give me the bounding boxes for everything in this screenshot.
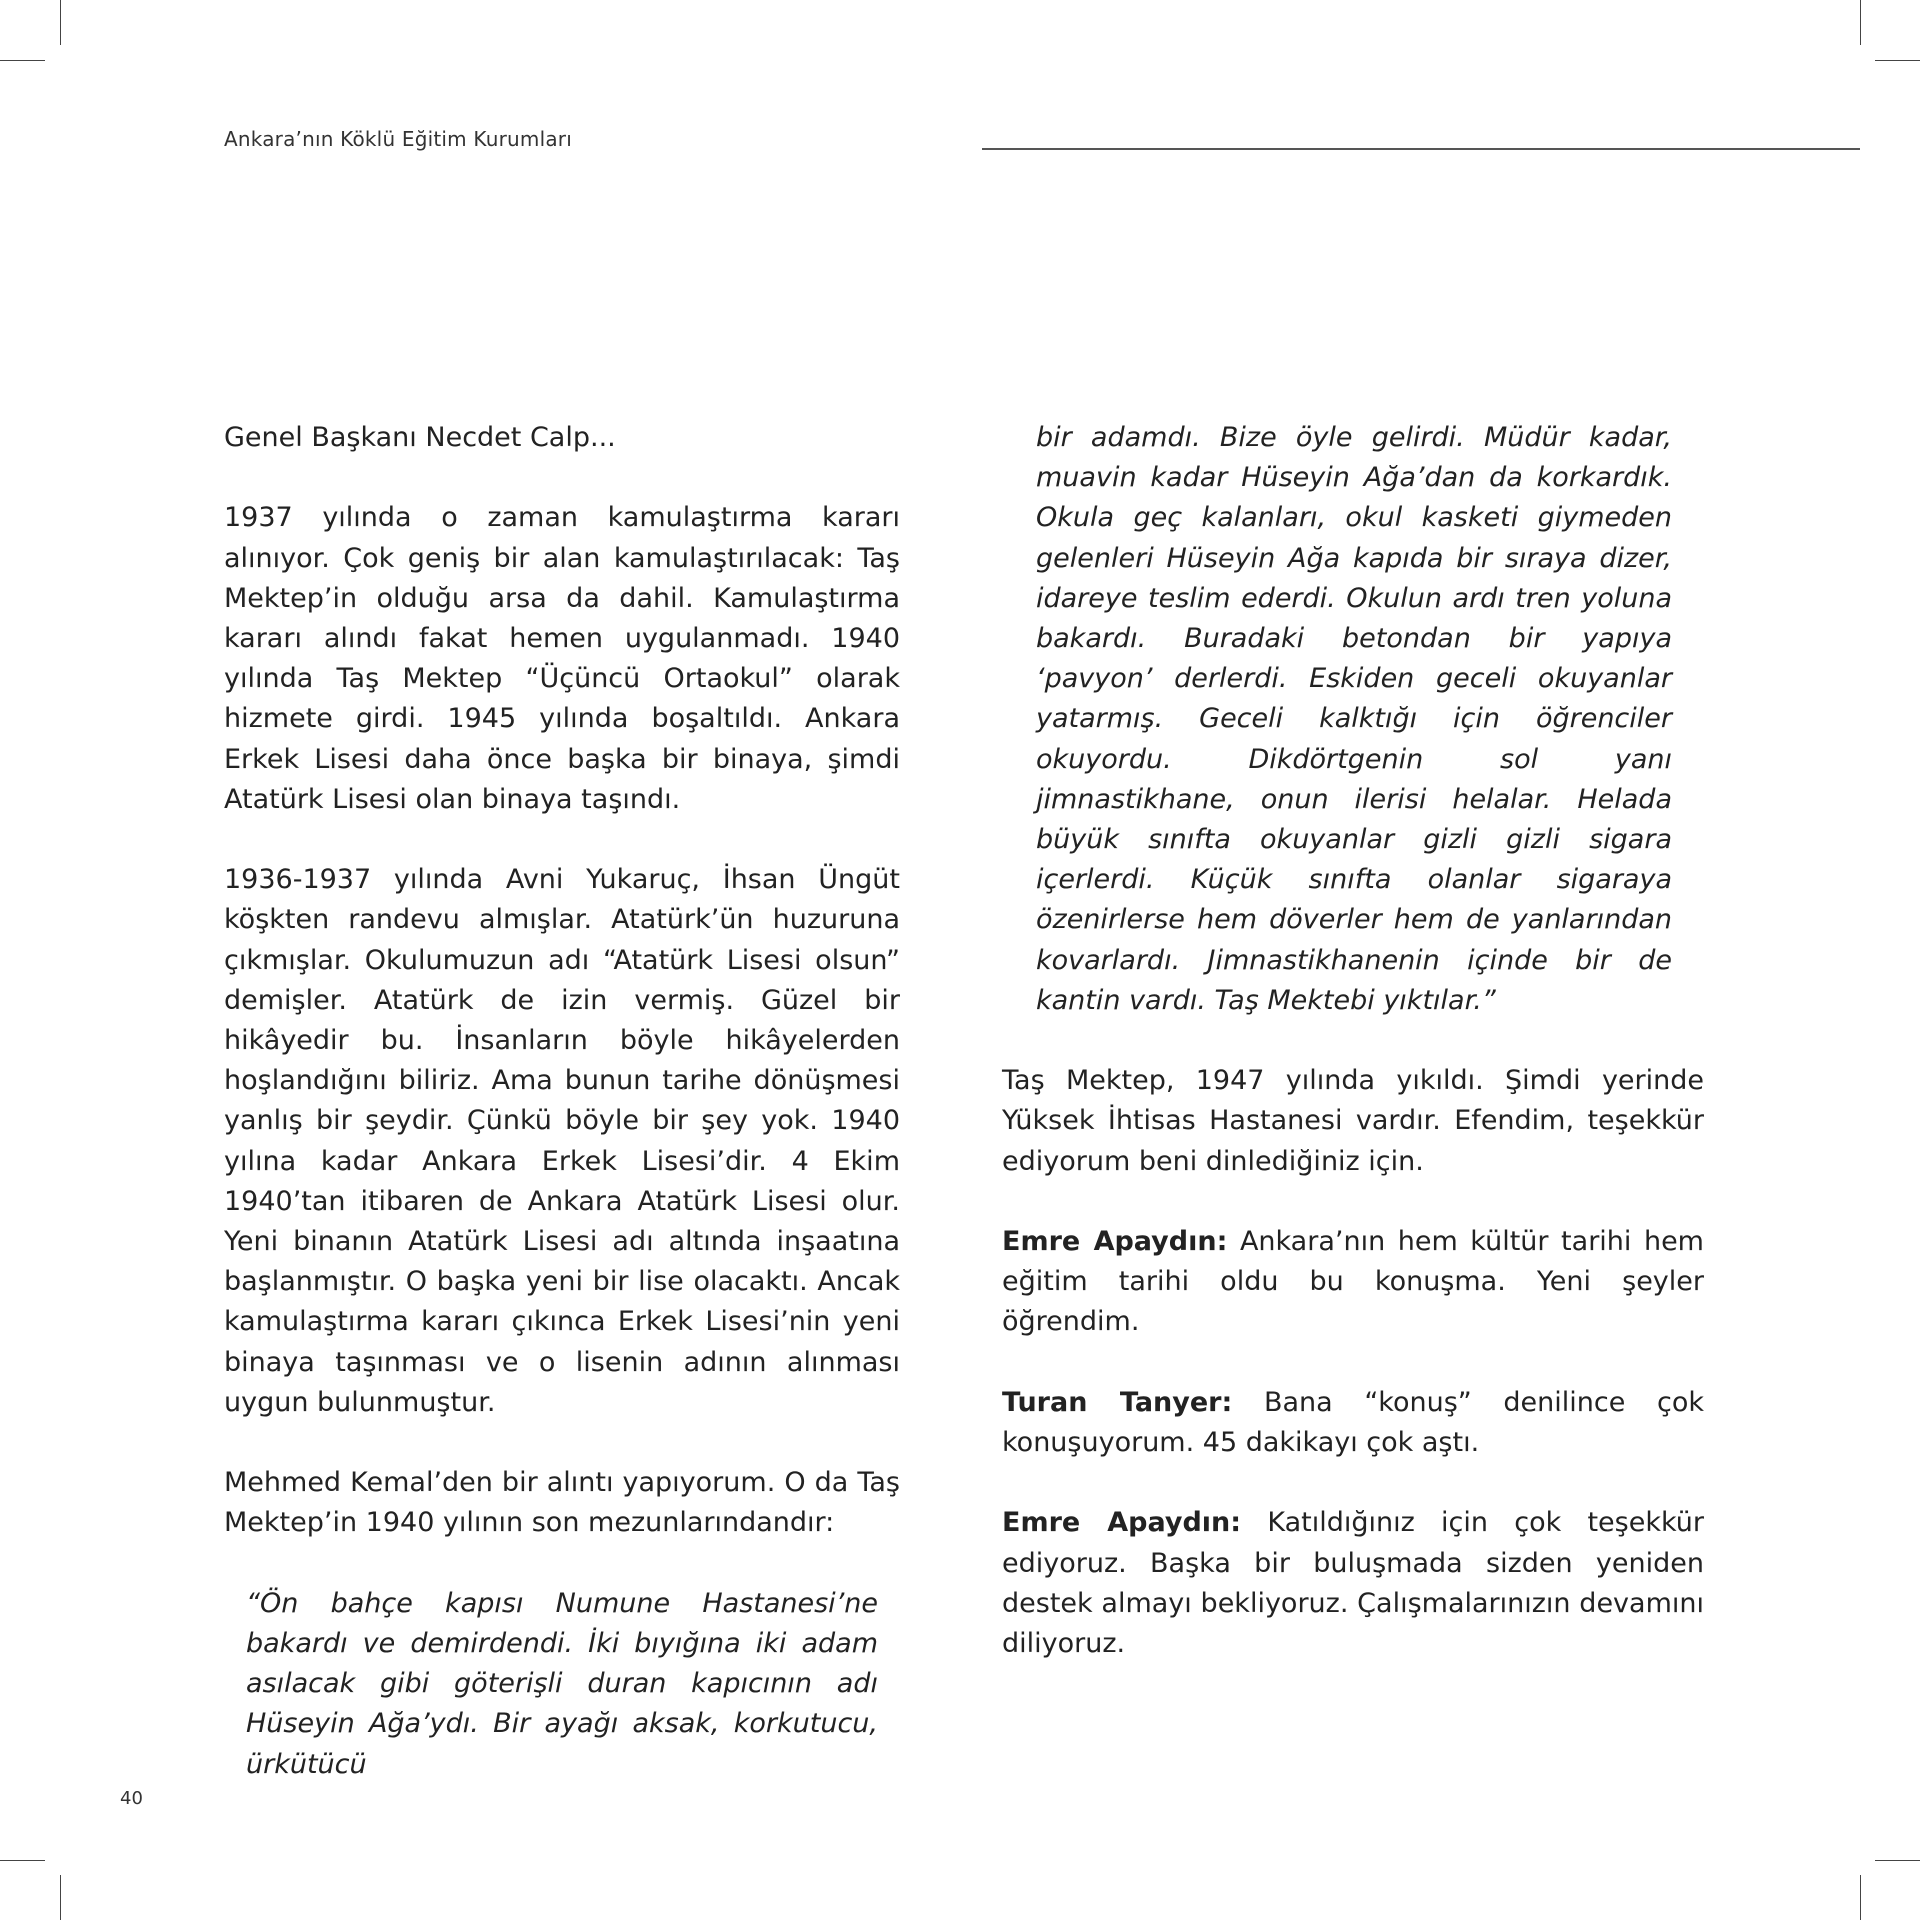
quote-start: “Ön bahçe kapısı Numune Hastanesi’ne bakardı ve demirdendi. İki bıyığına iki adam asılacak gibi göterişli duran kapıcının adı Hüseyin Ağa’ydı. Bir ayağı aksak, korkutucu, ürkütücü [246,1587,878,1780]
paragraph-demolition: Taş Mektep, 1947 yılında yıkıldı. Şimdi yerinde Yüksek İhtisas Hastanesi vardır. Efendim, teşekkür ediyorum beni dinlediğiniz için. [1002,1065,1704,1177]
right-column [1002,418,1704,1664]
paragraph-mehmed-kemal: Mehmed Kemal’den bir alıntı yapıyorum. O da Taş Mektep’in 1940 yılının son mezunlarındandır: [224,1467,900,1539]
page-number: 40 [120,1788,143,1809]
exchange-text: Bana “konuş” denilince çok konuşuyorum. 45 dakikayı çok aştı. [1002,1386,1704,1459]
running-title: Ankara’nın Köklü Eğitim Kurumları [224,127,572,151]
exchange-text: Katıldığınız için çok teşekkür ediyoruz. Başka bir buluşmada sizden yeniden destek almayı bekliyoruz. Çalışmalarınızın devamını diliyoruz. [1002,1507,1705,1660]
speaker-name: Emre Apaydın: [1002,1226,1228,1258]
exchange-1 [1002,1222,1704,1343]
exchange-text: Ankara’nın hem kültür tarihi hem eğitim tarihi oldu bu konuşma. Yeni şeyler öğrendim. [1002,1226,1704,1338]
paragraph-ataturk-lisesi: 1936-1937 yılında Avni Yukaruç, İhsan Üngüt köşkten randevu almışlar. Atatürk’ün huzuruna çıkmışlar. Okulumuzun adı “Atatürk Lisesi olsun” demişler. Atatürk de izin vermiş. Güzel bir hikâyedir bu. İnsanların böyle hikâyelerden hoşlandığını biliriz. Ama bunun tarihe dönüşmesi yanlış bir şeydir. Çünkü böyle bir şey yok. 1940 yılına kadar Ankara Erkek Lisesi’dir. 4 Ekim 1940’tan itibaren de Ankara Atatürk Lisesi olur. Yeni binanın Atatürk Lisesi adı altında inşaatına başlanmıştır. O başka yeni bir lise olacaktı. Ancak kamulaştırma kararı çıkınca Erkek Lisesi’nin yeni binaya taşınması ve o lisenin adının alınması uygun bulunmuştur. [224,864,900,1418]
paragraph-expropriation: 1937 yılında o zaman kamulaştırma kararı alınıyor. Çok geniş bir alan kamulaştırılacak: Taş Mektep’in olduğu arsa da dahil. Kamulaştırma kararı alındı fakat hemen uygulanmadı. 1940 yılında Taş Mektep “Üçüncü Ortaokul” olarak hizmete girdi. 1945 yılında boşaltıldı. Ankara Erkek Lisesi daha önce başka bir binaya, şimdi Atatürk Lisesi olan binaya taşındı. [224,502,900,815]
crop-mark-top-left [60,0,61,45]
crop-mark-top-left-h [0,60,45,61]
speaker-name: Turan Tanyer: [1002,1386,1233,1418]
header-rule [982,148,1860,150]
crop-mark-top-right-h [1875,60,1920,61]
crop-mark-bottom-right [1860,1875,1861,1920]
exchange-3 [1002,1503,1704,1664]
crop-mark-bottom-left-h [0,1860,45,1861]
left-column [224,418,900,1785]
exchange-2 [1002,1383,1704,1463]
crop-mark-top-right [1860,0,1861,45]
crop-mark-bottom-right-h [1875,1860,1920,1861]
paragraph-intro: Genel Başkanı Necdet Calp... [224,422,616,453]
quote-continued: bir adamdı. Bize öyle gelirdi. Müdür kadar, muavin kadar Hüseyin Ağa’dan da korkardık. Okula geç kalanları, okul kasketi giymeden gelenleri Hüseyin Ağa kapıda bir sıraya dizer, idareye teslim ederdi. Okulun ardı tren yoluna bakardı. Buradaki betondan bir yapıya ‘pavyon’ derlerdi. Eskiden geceli okuyanlar yatarmış. Geceli kalktığı için öğrenciler okuyordu. Dikdörtgenin sol yanı jimnastikhane, onun ilerisi helalar. Helada büyük sınıfta okuyanlar gizli gizli sigara içerlerdi. Küçük sınıfta olanlar sigaraya özenirlerse hem döverler hem de yanlarından kovarlardı. Jimnastikhanenin içinde bir de kantin vardı. Taş Mektebi yıktılar.” [1036,422,1672,1016]
crop-mark-bottom-left [60,1875,61,1920]
speaker-name: Emre Apaydın: [1002,1507,1242,1539]
